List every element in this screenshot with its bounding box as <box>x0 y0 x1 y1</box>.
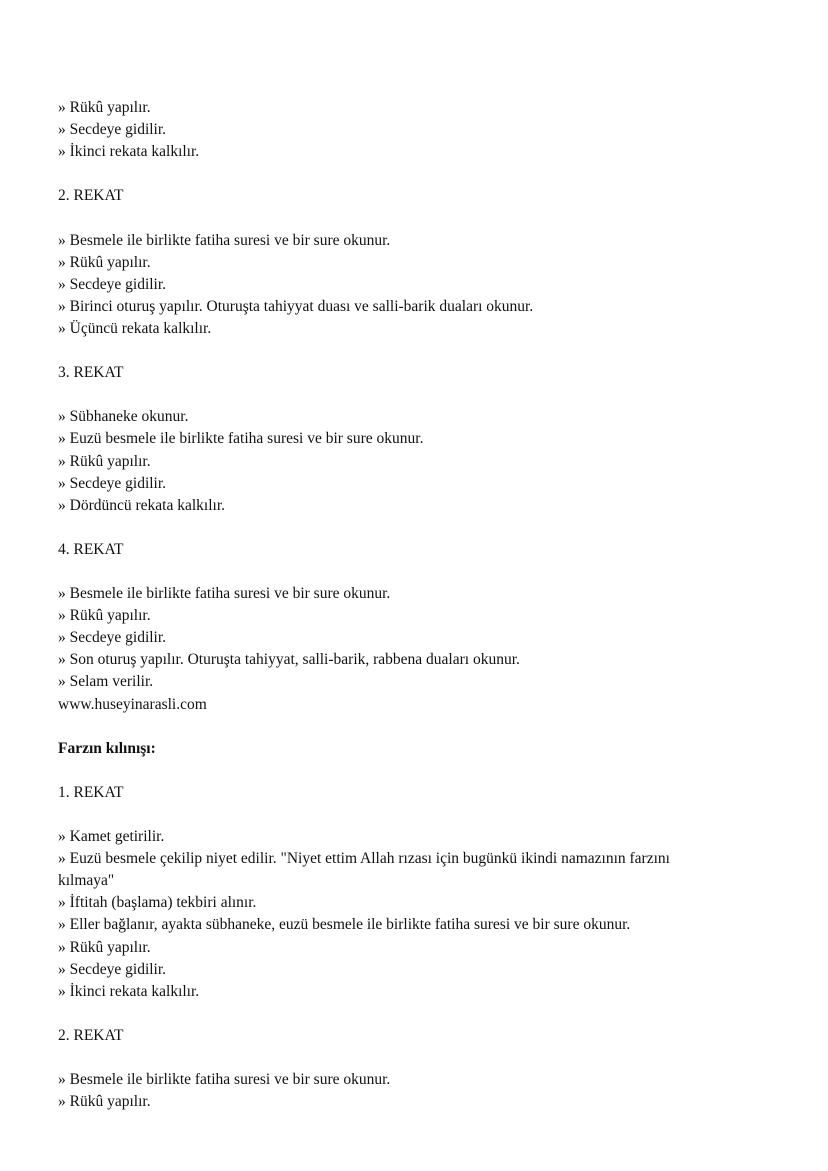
section-heading: 1. REKAT <box>58 783 124 801</box>
list-item: » Rükû yapılır. <box>58 1093 151 1111</box>
section-heading: 4. REKAT <box>58 540 124 558</box>
list-item: » Kamet getirilir. <box>58 828 165 846</box>
blank-line <box>58 1003 726 1025</box>
list-item: » Rükû yapılır. <box>58 253 151 271</box>
list-item: » Besmele ile birlikte fatiha suresi ve bir sure okunur. <box>58 585 391 603</box>
list-item: » Selam verilir. <box>58 673 154 691</box>
section-heading: 2. REKAT <box>58 1026 124 1044</box>
blank-line <box>58 561 726 583</box>
list-item: » Besmele ile birlikte fatiha suresi ve bir sure okunur. <box>58 231 391 249</box>
list-item: » İkinci rekata kalkılır. <box>58 982 200 1000</box>
list-item: » Secdeye gidilir. <box>58 275 167 293</box>
list-item: » Rükû yapılır. <box>58 99 151 116</box>
bold-heading: Farzın kılınışı: <box>58 739 156 757</box>
list-item: » Secdeye gidilir. <box>58 474 167 492</box>
blank-line <box>58 340 726 362</box>
list-item: » Sübhaneke okunur. <box>58 408 189 426</box>
list-item: » Dördüncü rekata kalkılır. <box>58 496 226 514</box>
website-link[interactable]: www.huseyinarasli.com <box>58 695 207 713</box>
list-item: » Rükû yapılır. <box>58 452 151 470</box>
list-item: » Secdeye gidilir. <box>58 960 167 978</box>
section-heading: 2. REKAT <box>58 187 124 205</box>
list-item: » Besmele ile birlikte fatiha suresi ve bir sure okunur. <box>58 1071 391 1089</box>
blank-line <box>58 207 726 229</box>
list-item: » Rükû yapılır. <box>58 607 151 625</box>
list-item: » Rükû yapılır. <box>58 938 151 956</box>
blank-line <box>58 517 726 539</box>
blank-line <box>58 760 726 782</box>
list-item: » İftitah (başlama) tekbiri alınır. <box>58 894 257 912</box>
blank-line <box>58 1047 726 1069</box>
list-item: » Üçüncü rekata kalkılır. <box>58 319 212 337</box>
section-heading: 3. REKAT <box>58 364 124 382</box>
list-item: » Birinci oturuş yapılır. Oturuşta tahiyyat duası ve salli-barik duaları okunur. <box>58 297 534 315</box>
list-item: » Eller bağlanır, ayakta sübhaneke, euzü besmele ile birlikte fatiha suresi ve bir sure okunur. <box>58 916 631 934</box>
document-page <box>58 97 726 1113</box>
list-item: » Euzü besmele çekilip niyet edilir. "Niyet ettim Allah rızası için bugünkü ikindi namazının farzını kılmaya" <box>58 850 670 890</box>
blank-line <box>58 804 726 826</box>
blank-line <box>58 384 726 406</box>
list-item: » Secdeye gidilir. <box>58 629 167 647</box>
blank-line <box>58 716 726 738</box>
list-item: » İkinci rekata kalkılır. <box>58 143 200 161</box>
list-item: » Euzü besmele ile birlikte fatiha suresi ve bir sure okunur. <box>58 430 424 448</box>
blank-line <box>58 163 726 185</box>
list-item: » Son oturuş yapılır. Oturuşta tahiyyat, salli-barik, rabbena duaları okunur. <box>58 651 520 669</box>
list-item: » Secdeye gidilir. <box>58 121 167 139</box>
